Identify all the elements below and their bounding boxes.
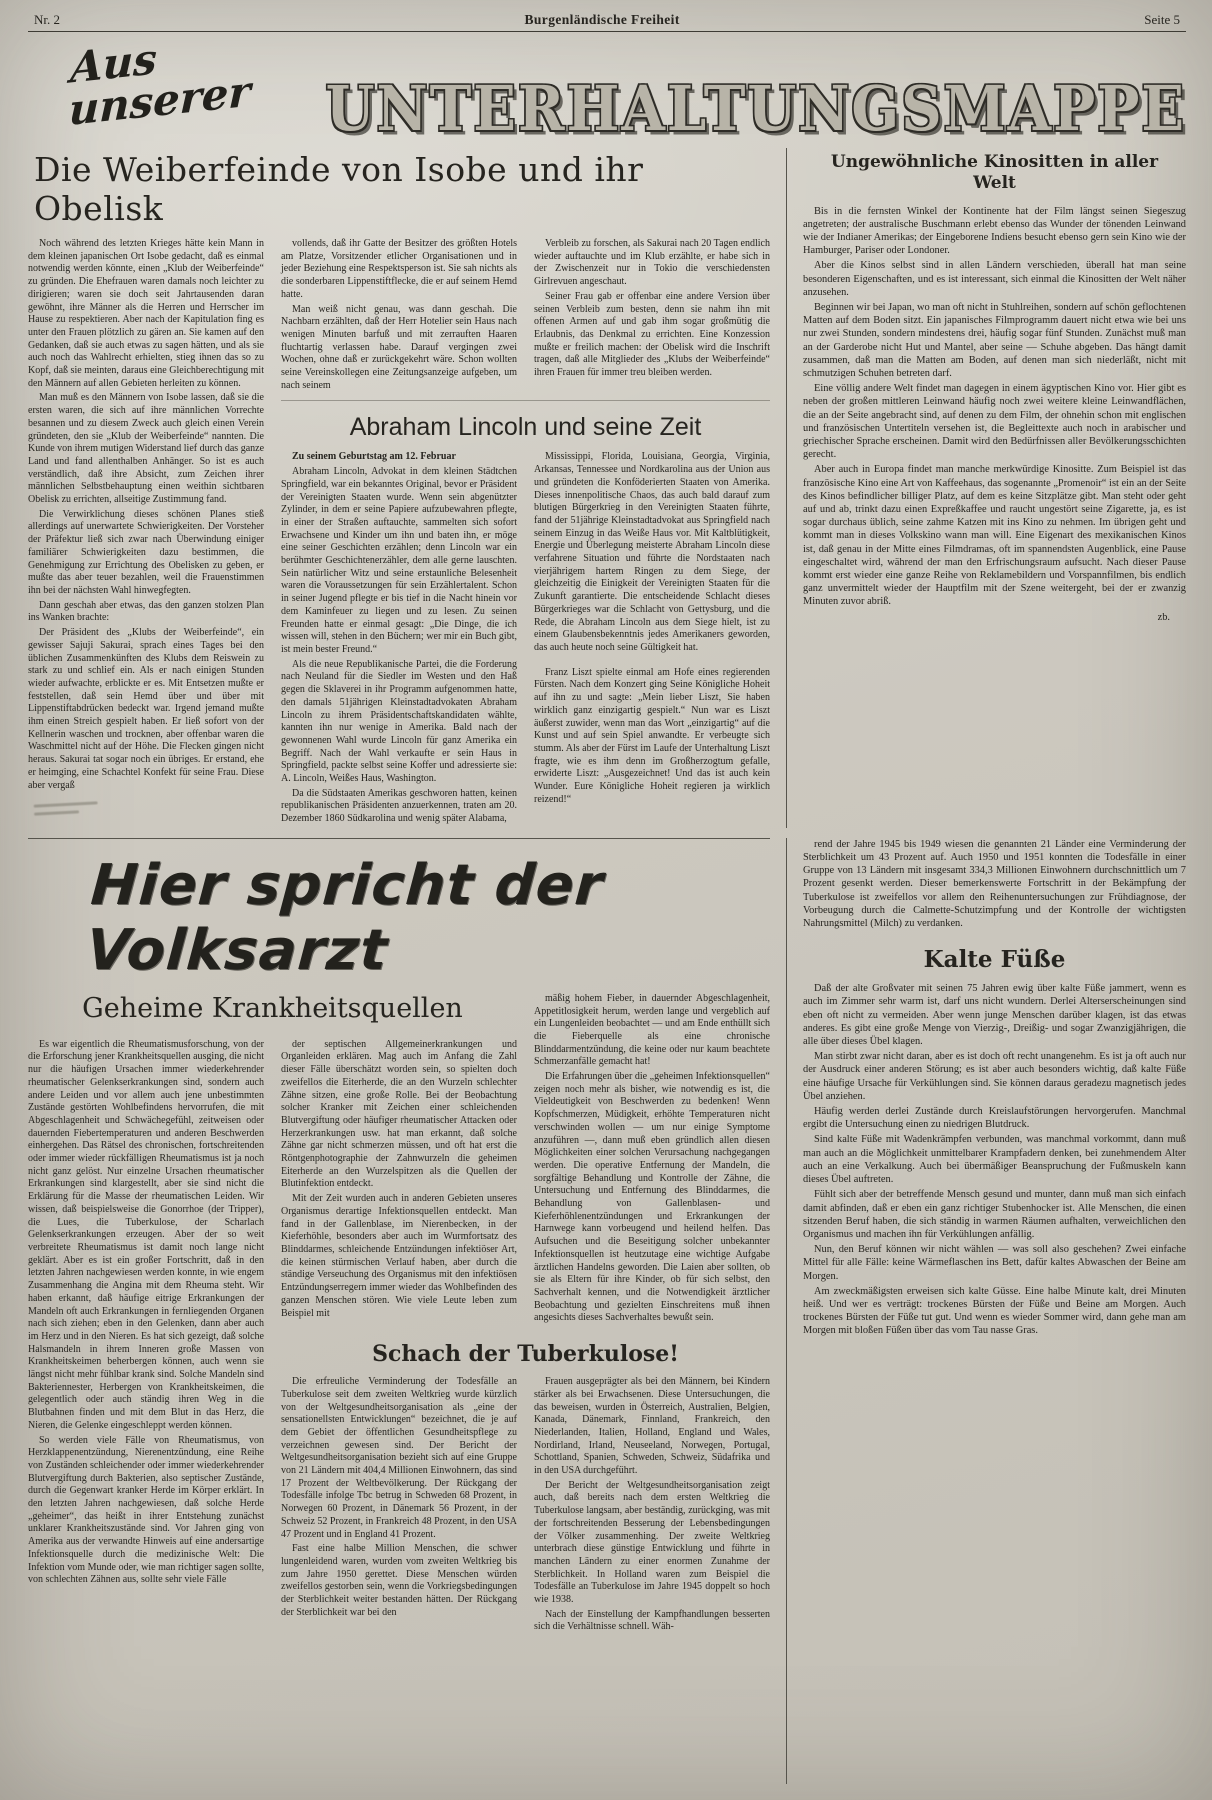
author-initials: zb. (1157, 611, 1170, 623)
ink-smudge (33, 796, 98, 825)
lincoln-column-2-text: Mississippi, Florida, Louisiana, Georgia, Virginia, Arkansas, Tennessee und Nordkarolina aus der Union aus und gründeten die Konföderierten Staaten von Amerika. Dieses innenpolitische Chaos, das auch bald darauf zum blutigen Bürgerkrieg in den Vereinigten Staaten führte, fand der 51jährige Kleinstadtadvokat aus Springfield nach seinem Einzug in das Weiße Haus vor. Mit Kaltblütigkeit, Energie und Überlegung meisterte Abraham Lincoln diese verfahrene Situation und führte die Nordstaaten nach vierjährigem hartem Ringen zu dem Siege, der gleichzeitig die Einigkeit der Vereinigten Staaten für die Zukunft garantierte. Die entscheidende Schlacht dieses Bürgerkrieges war die Schlacht von Gettysburg, und die Rede, die Abraham Lincoln aus dem Siege hielt, ist zu einem Glaubensbekenntnis jedes Amerikaners geworden, das auch heute noch seine Gültigkeit hat. (534, 451, 770, 653)
headline-volksarzt: Hier spricht der Volksarzt (84, 852, 606, 983)
right-bottom-column (786, 838, 1186, 1784)
weiberfeinde-column-3: Verbleib zu forschen, als Sakurai nach 20 Tagen endlich wieder auftauchte und im Klub erzählte, er habe sich in der Zwischenzeit nur in Tokio die verschiedensten Girlrevuen angeschaut. Seiner Frau gab er offenbar eine andere Version über seinen Verbleib zum besten, denn sie nahm ihn mit offenen Armen auf und gab ihm sogar großmütig die Erlaubnis, das Denkmal zu errichten. Eine Konzession mußte er freilich machen: der Obelisk wird die Inschrift tragen, daß alle Mitglieder des „Klubs der Weiberfeinde“ ihren Frauen für immer treu bleiben werden. (534, 238, 770, 379)
headline-tuberkulose: Schach der Tuberkulose! (372, 1341, 679, 1368)
volksarzt-column-2: der septischen Allgemeinerkrankungen und Organleiden erklären. Mag auch im Anfang die Zahl dieser Fälle überschätzt worden sein, so spielten doch zweifellos die Eiterherde, die an den Wurzeln schlechter Zähne sitzen, eine große Rolle. Bei der Beobachtung solcher Kranker mit Zeichen einer schleichenden Blutvergiftung oder häufiger rheumatischer Attacken oder Herzerkrankungen usw. hat man erkannt, daß solche Zähne gar nicht schmerzen müssen, und oft hat erst die Röntgenphotographie der Zahnwurzeln die geheimen Eiterherde an den Wurzelspitzen als die Quellen der Blutinfektion entdeckt. Mit der Zeit wurden auch in anderen Gebieten unseres Organismus derartige Infektionsquellen entdeckt. Man fand in der Gallenblase, im Nierenbecken, in der Kieferhöhle, besonders aber auch im Wurmfortsatz des Blinddarmes, schleichende Entzündungen infektiöser Art, die keinen stürmischen Verlauf haben, aber durch die ständige Verseuchung des Organismus mit den infektiösen Entzündungserregern immer wieder das Wohlbefinden des ganzen Menschen stören. Wie viele Leute leben zum Beispiel mit (281, 1038, 517, 1319)
top-section (28, 148, 1186, 828)
volksarzt-column-1: Es war eigentlich die Rheumatismusforschung, von der die Erforschung jener Krankheitsquellen ausging, die nicht nur die häufigen Ursachen immer wiederkehrender rheumatischer Gelenkserkrankungen sind, sondern auch andere Leiden und vor allem auch jene unbestimmten Zustände gestörten Wohlbefindens hervorrufen, die mit Abgeschlagenheit und Schwächegefühl, zeitweisen oder dauernden Fiebertemperaturen und anderen Beschwerden einhergehen. Das Rätsel des chronischen, fortschreitenden oder immer wieder rückfälligen Rheumatismus ist ja noch nicht ganz gelöst. Nur einzelne Ursachen rheumatischer Erkrankungen sind klargestellt, aber sie sind nicht die Erklärung für die Masse der rheumatischen Leiden. Wir wissen, daß beispielsweise die Gonorrhoe (der Tripper), die Lues, die Tuberkulose, der Scharlach Gelenkserkrankungen erzeugen. Aber der so weit verbreitete Rheumatismus ist damit noch lange nicht geklärt. Aber es ist ein großer Fortschritt, daß in den letzten Jahren nachgewiesen werden konnte, in wie engem Zusammenhang die Angina mit dem Rheuma steht. Wir haben erkannt, daß häufige eitrige Erkrankungen der Mandeln oft auch Erkrankungen in fernliegenden Organen nach sich ziehen; eben in den Gelenken, dann aber auch im Herz und in den Nieren. Es hat sich gezeigt, daß solche Halsmandeln in ihrem Inneren große Massen von Krankheitskeimen beherbergen können, auch wenn sie längst nicht mehr fühlbar krank sind. Solche Mandeln sind Bakteriennester, Herbergen von Krankheitskeimen, die gelegentlich oder auch ständig ihren Weg in die Blutbahnen finden und mit dem Blut in das Herz, die Nieren, die Gelenke eingeschleppt werden können. So werden viele Fälle von Rheumatismus, von Herzklappenentzündung, Nierenentzündung, eine Reihe von Zuständen schleichender oder immer wiederkehrender Blutvergiftung durch Bakterien, also septischer Zustände, durch die Gegenwart kranker Herde im Körper erklärt. In den letzten Jahren nachgewiesen, daß solche Herde „geheimer“, das heißt in ihrer Entstehung zunächst unklarer Krankheitszustände sind. Vor Jahren ging von Amerika aus der verwandte Hinweis auf eine andersartige Infektionsquelle durch die medizinische Welt: Die Infektion vom Munde oder, wie man richtiger sagen sollte, von schlechten Zähnen aus, sollte sehr viele Fälle (28, 1038, 264, 1586)
issue-number: Nr. 2 (34, 12, 60, 27)
headline-kalte-fuesse: Kalte Füße (923, 946, 1066, 974)
lincoln-kicker: Zu seinem Geburtstag am 12. Februar (292, 451, 456, 463)
weiberfeinde-article (28, 148, 770, 828)
lincoln-column-2 (534, 451, 770, 808)
weiberfeinde-columns (28, 238, 770, 828)
section-masthead (28, 32, 1186, 148)
volksarzt-columns (28, 987, 770, 1636)
weiberfeinde-column-2: vollends, daß ihr Gatte der Besitzer des größten Hotels am Platze, Vorsitzender etlicher Organisationen und in jeder Beziehung eine Respektsperson ist. Sie sah nichts als die sonderbaren Lippenstiftflecke, die er auf seinem Hemd hatte. Man weiß nicht genau, was dann geschah. Die Nachbarn erzählten, daß der Herr Hotelier sein Haus nach wenigen Minuten barfuß und mit zerrauften Haaren fluchtartig verlassen habe. Darauf vergingen zwei Wochen, ohne daß er zurückgekehrt wäre. Schon wollten seine Vereinskollegen eine Zeitungsanzeige aufgeben, um nach seinem (281, 238, 517, 391)
tuberkulose-column-2: Frauen ausgeprägter als bei den Männern, bei Kindern stärker als bei Erwachsenen. Diese Untersuchungen, die das beweisen, wurden in Österreich, Australien, Belgien, Kanada, Dänemark, Finnland, Frankreich, den Niederlanden, Italien, Holland, England und Wales, Nordirland, Irland, Neuseeland, Norwegen, Portugal, Schottland, Spanien, Schweden, Schweiz, Südafrika und in den USA durchgeführt. Der Bericht der Weltgesundheitsorganisation zeigt auch, daß bereits nach dem ersten Weltkrieg die Tuberkulose langsam, aber beständig, zurückging, was mit der fortschreitenden Besserung der Lebensbedingungen der Völker zusammenhing. Der zweite Weltkrieg unterbrach diese günstige Entwicklung und führte in manchen Ländern zu einer enormen Zunahme der Sterblichkeit. In Holland waren zum Beispiel die Todesfälle an Tuberkulose im Jahre 1945 doppelt so hoch wie 1938. Nach der Einstellung der Kampfhandlungen besserten sich die Verhältnisse schnell. Wäh- (534, 1376, 770, 1633)
kino-article (786, 148, 1186, 828)
headline-lincoln: Abraham Lincoln und seine Zeit (281, 400, 770, 451)
bottom-section (28, 838, 1186, 1784)
weiberfeinde-column-1: Noch während des letzten Krieges hätte kein Mann in dem kleinen japanischen Ort Isobe gedacht, daß es einmal notwendig werden könnte, einen „Klub der Weiberfeinde“ zu gründen. Die Ehefrauen waren damals noch leichter zu dirigieren; waren sie doch seit Jahrtausenden daran gewöhnt, ihre Männer als die Herren und Herrscher im Hause zu respektieren. Aber nach der Kapitulation fing es unter den Frauen plötzlich zu gären an. Sie kamen auf den Gedanken, daß sie auch etwas zu sagen hätten, und als sie auch noch das Wahlrecht erhielten, stieg ihnen das so zu Kopf, daß sie meinten, daraus eine Gleichberechtigung mit den Männern auf allen Gebieten herleiten zu können. Man muß es den Männern von Isobe lassen, daß sie die ersten waren, die sich auf ihre männlichen Vorrechte besannen und zu diesem Zweck auch gleich einen Verein gründeten, den sie „Klub der Weiberfeinde“ nannten. Die Kunde von ihrem mutigen Widerstand lief durch das ganze Land und fand allenthalben Anhänger. So ist es auch verständlich, daß ihre Absicht, zum Zeichen ihrer männlichen Selbstbehauptung einen weithin sichtbaren Obelisk zu errichten, allseitige Zustimmung fand. Die Verwirklichung dieses schönen Planes stieß allerdings auf unerwartete Schwierigkeiten. Der Vorsteher der Präfektur ließ sich zwar nach Überwindung einiger familiärer Schwierigkeiten dazu bestimmen, die Genehmigung zur Errichtung des Obelisken zu geben, er mußte das aber teuer bezahlen, weil die Frauenstimmen ihn bei der nächsten Wahl hinwegfegten. Dann geschah aber etwas, das den ganzen stolzen Plan ins Wanken brachte: Der Präsident des „Klubs der Weiberfeinde“, ein gewisser Sajuji Sakurai, sprach eines Tages bei den üblichen Zusammenkünften des Klubs dem Reiswein zu stark zu und schlief ein. Als er nach einigen Stunden wieder aufwachte, erblickte er es. Mit Entsetzen mußte er feststellen, daß sein Hemd über und über mit Lippenstiftabdrücken bedeckt war. Irgend jemand mußte ihm einen Streich gespielt haben. Er ließ sofort von der Kellnerin waschen und trocknen, aber offenbar waren die Waschmittel nicht auf der Höhe. Die Flecken gingen nicht heraus. Sakurai tat sogar noch ein übriges. Er erstand, ehe er heimging, eine Schachtel Konfekt für seine Frau. Diese aber vergaß (28, 238, 265, 791)
masthead-script: Aus unserer (68, 34, 252, 135)
tuberkulose-continuation: rend der Jahre 1945 bis 1949 wiesen die genannten 21 Länder eine Verminderung der Sterblichkeit um 43 Prozent auf. Auch 1950 und 1951 konnten die Todesfälle in einer Gruppe von 13 Ländern mit insgesamt 334,3 Millionen Einwohnern durchschnittlich um 7 Prozent gesenkt werden. Dieser bemerkenswerte Fortschritt in der Bekämpfung der Tuberkulose ist zweifellos vor allem den Reihenuntersuchungen zur Frühdiagnose, der Vorbeugung durch die Calmette-Schutzimpfung und der Kontrolle der wichtigsten Nahrungsmittel (Milch) zu verdanken. (803, 838, 1186, 930)
lincoln-column-1-text: Abraham Lincoln, Advokat in dem kleinen Städtchen Springfield, war ein bekanntes Original, bevor er Präsident der Vereinigten Staaten wurde. Wenn sein abgenützter Zylinder, in dem er seine Papiere aufzubewahren pflegte, in einer der Straßen auftauchte, sammelten sich sofort Erwachsene und Kinder um ihn und baten ihn, er möge eine seiner Geschichten erzählen; denn Lincoln war ein berühmter Geschichtenerzähler, dem alle gerne lauschten. Sein natürlicher Witz und seine erstaunliche Belesenheit waren die Voraussetzungen für sein Erzählertalent. Schon in seiner Jugend pflegte er bis tief in die Nacht hinein vor dem Kaminfeuer zu liegen und zu lesen. Zu seinen Freunden hatte er einmal gesagt: „Die Dinge, die ich wissen will, stehen in den Büchern; wer mir ein Buch gibt, ist mein bester Freund.“ Als die neue Republikanische Partei, die die Forderung nach Neuland für die Siedler im Westen und den Haß gegen die Sklaverei in ihr Programm aufgenommen hatte, den damals 51jährigen Kleinstadtadvokaten Abraham Lincoln zu ihrem Präsidentschaftskandidaten wählte, kannten ihn nur wenige in Amerika. Bald nach der gewonnenen Wahl wurde Lincoln für ganz Amerika ein Begriff. Nach der Wahl verkaufte er sein Haus in Springfield, packte selbst seine Koffer und adressierte sie: A. Lincoln, Weißes Haus, Washington. Da die Südstaaten Amerikas geschworen hatten, keinen republikanischen Präsidenten anzuerkennen, traten am 20. Dezember 1860 Südkarolina und wenig später Alabama, (281, 466, 517, 825)
newspaper-title: Burgenländische Freiheit (524, 12, 680, 27)
volksarzt-article (28, 838, 770, 1784)
kalte-fuesse-body: Daß der alte Großvater mit seinen 75 Jahren ewig über kalte Füße jammert, wenn es auch im Zimmer sehr warm ist, darf uns nicht wundern. Derlei Alterserscheinungen sind eben oft nicht zu vermeiden. Aber wenn junge Menschen darüber klagen, ist das etwas anderes. Es gibt eine große Menge von Vierzig-, Dreißig- und sogar Zwanzigjährigen, die alle über dieses Übel klagen. Man stirbt zwar nicht daran, aber es ist doch oft recht unangenehm. Es ist ja oft auch nur der Ausdruck einer anderen Störung; es ist aber auch besonders wichtig, daß kalte Füße eine häufige Ursache für Verkühlungen sind. Sie können daraus geradezu magnetisch jedes Übel anziehen. Häufig werden derlei Zustände durch Kreislaufstörungen hervorgerufen. Manchmal ergibt die Untersuchung einen zu niedrigen Blutdruck. Sind kalte Füße mit Wadenkrämpfen verbunden, was manchmal vorkommt, dann muß man auch an die Möglichkeit unmittelbarer Krampfadern denken, bei zunehmendem Alter auch an eine Verkalkung. Auch bei übermäßiger Beanspruchung der Fußmuskeln kann dieses Übel auftreten. Fühlt sich aber der betreffende Mensch gesund und munter, dann muß man sich einfach damit abfinden, daß er eben ein ganz richtiger Stubenhocker ist. Alle Menschen, die einen sitzenden Beruf haben, die sich ständig in warmen Räumen aufhalten, verweichlichen den Organismus und machen ihn für Verkühlungen anfällig. Nun, den Beruf können wir nicht wählen — was soll also geschehen? Zwei einfache Mittel für alle Fälle: keine Wärmeflaschen ins Bett, dafür kaltes Abwaschen der Beine am Morgen. Am zweckmäßigsten erweisen sich kalte Güsse. Eine halbe Minute kalt, drei Minuten heiß. Und wer es verträgt: trockenes Bürsten der Füße und Beine am Morgen. Auch trockenes Bürsten der Füße tut gut. Und wenn es wieder Sommer wird, dann gehe man am Morgen mit bloßen Füßen über das vom Tau nasse Gras. (803, 983, 1186, 1337)
liszt-anecdote: Franz Liszt spielte einmal am Hofe eines regierenden Fürsten. Nach dem Konzert ging Seine Königliche Hoheit auf ihn zu und sagte: „Mein lieber Liszt, Sie haben wirklich ganz einzigartig gespielt.“ Nun war es Liszt äußerst zuwider, wenn man das Wort „einzigartig“ auf die Kunst und auf sein Spiel anwandte. Er verbeugte sich stumm. Als aber der Fürst im Laufe der Unterhaltung Liszt fragte, wie es ihm denn im Großherzogtum gefalle, erwiderte Liszt: „Ausgezeichnet! Und das ist auch kein Wunder. Eure Königliche Hoheit regieren ja wirklich reizend!“ (534, 666, 770, 805)
kino-body: Bis in die fernsten Winkel der Kontinente hat der Film längst seinen Siegeszug angetreten; der australische Buschmann erlebt ebenso das Wunder der tönenden Leinwand wie der Indianer Amerikas; der Eingeborene Indiens besucht ebenso gern sein Kino wie der Hamburger, Pariser oder Londoner. Aber die Kinos selbst sind in allen Ländern verschieden, überall hat man seine besonderen Eigenschaften, und es ist interessant, sich einmal die Kinositten der Welt näher anzusehen. Beginnen wir bei Japan, wo man oft nicht in Stuhlreihen, sondern auf schön geflochtenen Matten auf dem Boden sitzt. Ein japanisches Filmprogramm dauert nicht etwa wie bei uns nur zwei Stunden, sondern mindestens drei, häufig sogar fünf Stunden. Zunächst muß man an der Garderobe nicht Hut und Mantel, aber seine — Schuhe abgeben. Das hängt damit zusammen, daß man die Matten am Boden, auf denen man sich niederläßt, nicht mit schmutzigen Schuhen betreten darf. Eine völlig andere Welt findet man dagegen in einem ägyptischen Kino vor. Hier gibt es neben der großen mittleren Leinwand häufig noch zwei weitere kleine Leinwandflächen, die an der Seite angebracht sind, auf denen zu dem Film, der ohnehin schon mit englischen und französischen Untertiteln versehen ist, die Begleittexte auch noch in arabischer und griechischer Sprache erscheinen. Damit wird den Bedürfnissen aller Bevölkerungsschichten gerecht. Aber auch in Europa findet man manche merkwürdige Kinositte. Zum Beispiel ist das französische Kino eine Art von Kaffeehaus, das sogenannte „Promenoir“ ist ein an der Seite des Kinos befindlicher billiger Platz, auf dem es keine Sitzplätze gibt. Man steht oder geht auf und ab, trinkt dazu einen Expreßkaffee und raucht ungestört seine Zigarette, ja, es ist sogar durchaus üblich, seine zahme Katzen mit ins Kino zu nehmen. Im übrigen geht und kommt man in dieses Volkskino wann man will. Eine Eigenart des mexikanischen Kinos ist, daß genau in der Mitte eines Filmdramas, oft im spannendsten Augenblick, eine Pause eingeschaltet wird, während der man den Erfrischungsraum aufsucht. Nach dieser Pause kommt erst wieder eine ganze Reihe von Reklamebildern und Vorspannfilmen, bis endlich ganz unvermittelt wieder der Hauptfilm mit der Szene weitergeht, bei der er zwanzig Minuten zuvor abriß. (803, 205, 1186, 608)
headline-kinositten: Ungewöhnliche Kinositten in aller Welt (830, 152, 1159, 194)
lincoln-column-1 (281, 451, 517, 827)
subhead-krankheitsquellen: Geheime Krankheitsquellen (82, 992, 463, 1024)
masthead-title: UNTERHALTUNGSMAPPE (325, 72, 1186, 146)
page-number: Seite 5 (1144, 12, 1180, 27)
headline-weiberfeinde: Die Weiberfeinde von Isobe und ihr Obelisk (34, 150, 644, 228)
volksarzt-column-3: mäßig hohem Fieber, in dauernder Abgeschlagenheit, Appetitlosigkeit herum, werden lange und vergeblich auf ein Lungenleiden beobachtet — und am Ende enthüllt sich die Fieberquelle als eine chronische Blinddarmentzündung, die keine oder nur kaum beachtete Schmerzanfälle gemacht hat! Die Erfahrungen über die „geheimen Infektionsquellen“ zeigen noch mehr als bisher, wie notwendig es ist, die Vieldeutigkeit von Beschwerden zu bedenken! Wenn Kopfschmerzen, Müdigkeit, erhöhte Temperaturen nicht verschwinden wollen — um nur einige Symptome anzuführen —, dann muß eben gründlich allen diesen Möglichkeiten einer solchen Verursachung nachgegangen werden. Die operative Entfernung der Mandeln, die sorgfältige Behandlung und Kontrolle der Zähne, die Untersuchung und Entfernung des Blinddarmes, die Behandlung von Gallenblasen- und Kieferhöhlenentzündungen und Erkrankungen der Harnwege kann vorbeugend und heilend helfen. Das Aufsuchen und die Beseitigung solcher unbekannter Infektionsquellen ist heutzutage eine wichtige Aufgabe ärztlichen Handelns geworden. Die Laien aber sollten, ob sie als Eltern für ihre Kinder, ob für sich selbst, den Sachverhalt kennen, und die Notwendigkeit ärztlicher Beobachtung und gezielten Einschreitens muß ihnen angesichts dieses Sachverhaltes bewußt sein. (534, 992, 770, 1324)
tuberkulose-column-1: Die erfreuliche Verminderung der Todesfälle an Tuberkulose seit dem zweiten Weltkrieg wurde kürzlich von der Weltgesundheitsorganisation als „eine der sensationellsten Entwicklungen“ bezeichnet, die je auf dem Gebiet der öffentlichen Gesundheitspflege zu verzeichnen gewesen sind. Der Bericht der Weltgesundheitsorganisation bezieht sich auf eine Gruppe von 21 Ländern mit 404,4 Millionen Einwohnern, das sind 17 Prozent der Weltbevölkerung. Der Rückgang der Todesfälle infolge Tbc betrug in Schweden 68 Prozent, in Norwegen 60 Prozent, in Dänemark 56 Prozent, in der Schweiz 52 Prozent, in Frankreich 48 Prozent, in den USA 47 Prozent und in England 41 Prozent. Fast eine halbe Million Menschen, die schwer lungenleidend waren, wurden vom zweiten Weltkrieg bis zum Jahre 1950 gerettet. Diese Menschen würden zweifellos gestorben sein, wenn die Vorkriegsbedingungen der Sterblichkeit weiter bestanden hätten. Der Rückgang der Sterblichkeit war bei den (281, 1376, 517, 1618)
page-header (28, 12, 1186, 32)
